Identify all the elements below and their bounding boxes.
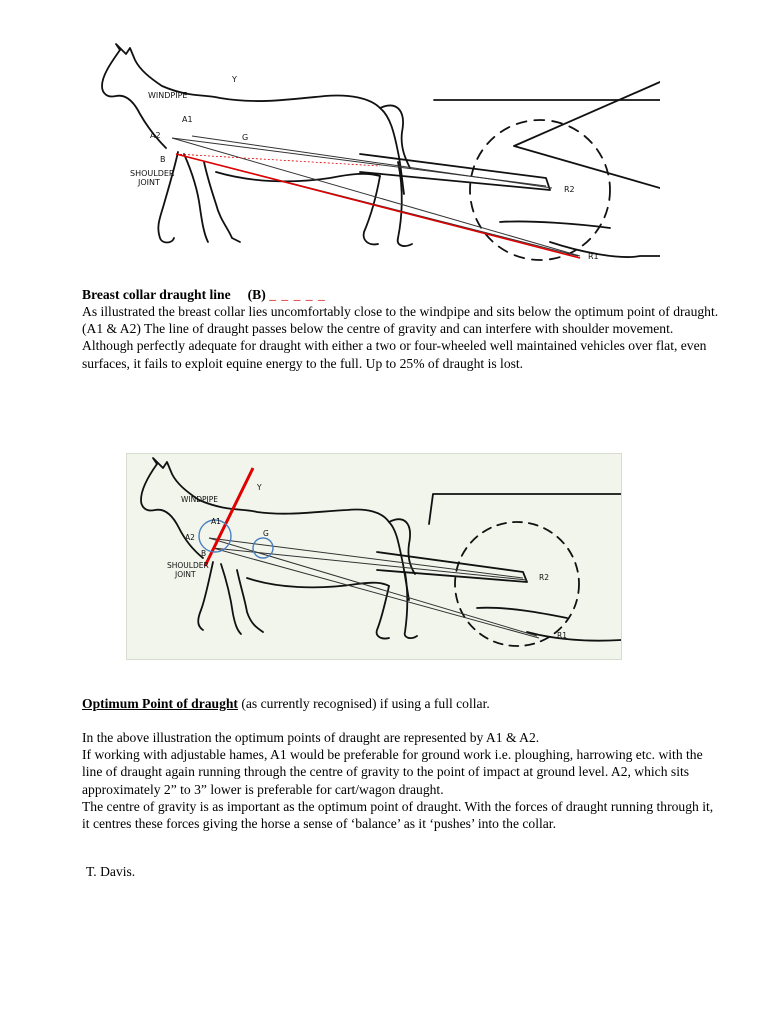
- label-shoulder: SHOULDER: [167, 561, 209, 570]
- label-joint: JOINT: [175, 570, 196, 579]
- label-r1: R1: [557, 631, 567, 640]
- section1-title-text: Breast collar draught line: [82, 287, 231, 302]
- section2-body: [82, 729, 722, 832]
- section1-title-code: (B): [247, 287, 266, 302]
- label-a1: A1: [182, 115, 193, 124]
- breast-collar-diagram: [80, 42, 660, 287]
- label-y: Y: [232, 75, 237, 84]
- label-a2: A2: [150, 131, 161, 140]
- label-g: G: [263, 529, 269, 538]
- signature: T. Davis.: [86, 864, 136, 879]
- label-y: Y: [257, 483, 262, 492]
- section2-title-rest: (as currently recognised) if using a full collar.: [237, 696, 490, 711]
- section2-line-2: If working with adjustable hames, A1 would be preferable for ground work i.e. ploughing, harrowing etc. with the line of draught again running through the centre of gravity to the point of impact at ground level. A2, which sits approximately 2” to 3” lower is preferable for cart/wagon draught.: [82, 747, 703, 797]
- section1-title-dash: _ _ _ _ _: [269, 287, 326, 302]
- section1-body: As illustrated the breast collar lies uncomfortably close to the windpipe and sits below the optimum point of draught. (A1 & A2) The line of draught passes below the centre of gravity and can interfere with shoulder movement. Although perfectly adequate for draught with either a two or four-wheeled well maintained vehicles over flat, even surfaces, it fails to exploit equine energy to the full. Up to 25% of draught is lost.: [82, 304, 719, 371]
- section2-title: [82, 695, 722, 712]
- label-windpipe: WINDPIPE: [181, 495, 219, 504]
- section2-title-text: Optimum Point of draught: [82, 696, 238, 711]
- label-r2: R2: [539, 573, 549, 582]
- label-g: G: [242, 133, 249, 142]
- label-joint: JOINT: [138, 178, 160, 187]
- label-shoulder: SHOULDER: [130, 169, 175, 178]
- label-a2: A2: [185, 533, 195, 542]
- label-r1: R1: [588, 252, 599, 261]
- optimum-collar-diagram: [126, 453, 622, 660]
- label-b: B: [160, 155, 166, 164]
- section2-line-3: The centre of gravity is as important as the optimum point of draught. With the forces of draught running through it, it centres these forces giving the horse a sense of ‘balance’ as it ‘pushes’ into the collar.: [82, 798, 714, 832]
- section2-line-1: In the above illustration the optimum points of draught are represented by A1 & A2.: [82, 730, 540, 745]
- section1-title: [82, 286, 722, 303]
- label-r2: R2: [564, 185, 575, 194]
- label-windpipe: WINDPIPE: [148, 91, 188, 100]
- label-a1: A1: [211, 517, 221, 526]
- label-b: B: [201, 549, 207, 558]
